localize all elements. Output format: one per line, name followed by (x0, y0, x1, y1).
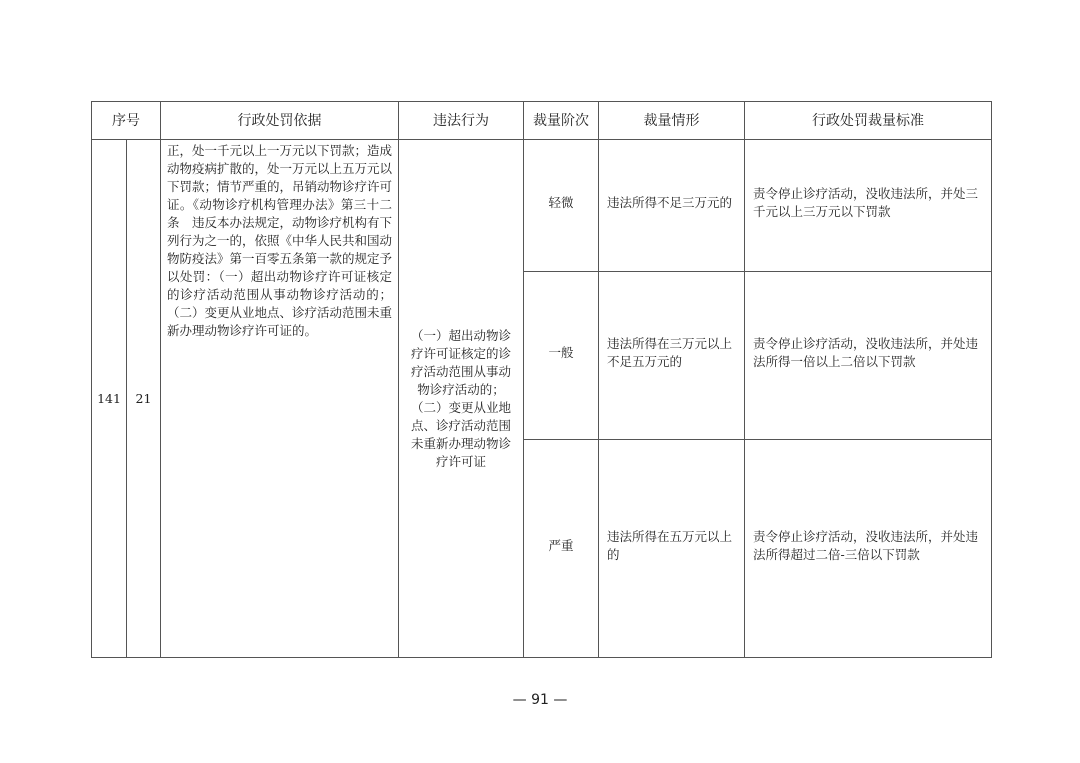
level-general: 一般 (548, 344, 574, 360)
level-cell (524, 140, 599, 272)
situation-minor: 违法所得不足三万元的 (607, 194, 733, 210)
situation-cell (599, 272, 745, 440)
level-serious: 严重 (548, 537, 574, 553)
standard-cell (745, 272, 992, 440)
violation-behavior-2: （二）变更从业地点、诊疗活动范围未重新办理动物诊疗许可证 (410, 399, 511, 469)
violation-behavior-1: （一）超出动物诊疗许可证核定的诊疗活动范围从事动物诊疗活动的； (410, 327, 511, 397)
behavior-cell (399, 140, 524, 658)
basis-cell (161, 140, 399, 658)
header-level: 裁量阶次 (524, 102, 599, 140)
seq-primary-cell (92, 140, 127, 658)
table-header-row (92, 102, 992, 140)
standard-general: 责令停止诊疗活动，没收违法所，并处违法所得一倍以上二倍以下罚款 (753, 335, 979, 369)
header-behavior: 违法行为 (399, 102, 524, 140)
level-minor: 轻微 (548, 194, 574, 210)
header-situation: 裁量情形 (599, 102, 745, 140)
standard-minor: 责令停止诊疗活动，没收违法所，并处三千元以上三万元以下罚款 (753, 185, 979, 219)
level-cell (524, 272, 599, 440)
situation-cell (599, 140, 745, 272)
penalty-basis-text: 正，处一千元以上一万元以下罚款；造成动物疫病扩散的，处一万元以上五万元以下罚款；情节严重的，吊销动物诊疗许可证。《动物诊疗机构管理办法》第三十二条 违反本办法规定，动物诊疗机构有下列行为之一的，依照《中华人民共和国动物防疫法》第一百零五条第一款的规定予以处罚：（一）超出动物诊疗许可证核定的诊疗活动范围从事动物诊疗活动的；（二）变更从业地点、诊疗活动范围未重新办理动物诊疗许可证的。 (167, 143, 393, 338)
seq-primary: 141 (97, 390, 121, 406)
situation-general: 违法所得在三万元以上不足五万元的 (607, 335, 733, 369)
header-basis: 行政处罚依据 (161, 102, 399, 140)
seq-secondary: 21 (135, 390, 152, 406)
header-seq: 序号 (92, 102, 161, 140)
level-cell (524, 440, 599, 658)
situation-serious: 违法所得在五万元以上的 (607, 528, 733, 562)
penalty-discretion-table (91, 101, 992, 658)
standard-cell (745, 140, 992, 272)
seq-secondary-cell (127, 140, 161, 658)
page-number: — 91 — (512, 692, 568, 708)
table-row (92, 140, 992, 272)
header-standard: 行政处罚裁量标准 (745, 102, 992, 140)
standard-serious: 责令停止诊疗活动，没收违法所，并处违法所得超过二倍-三倍以下罚款 (753, 528, 979, 562)
situation-cell (599, 440, 745, 658)
standard-cell (745, 440, 992, 658)
